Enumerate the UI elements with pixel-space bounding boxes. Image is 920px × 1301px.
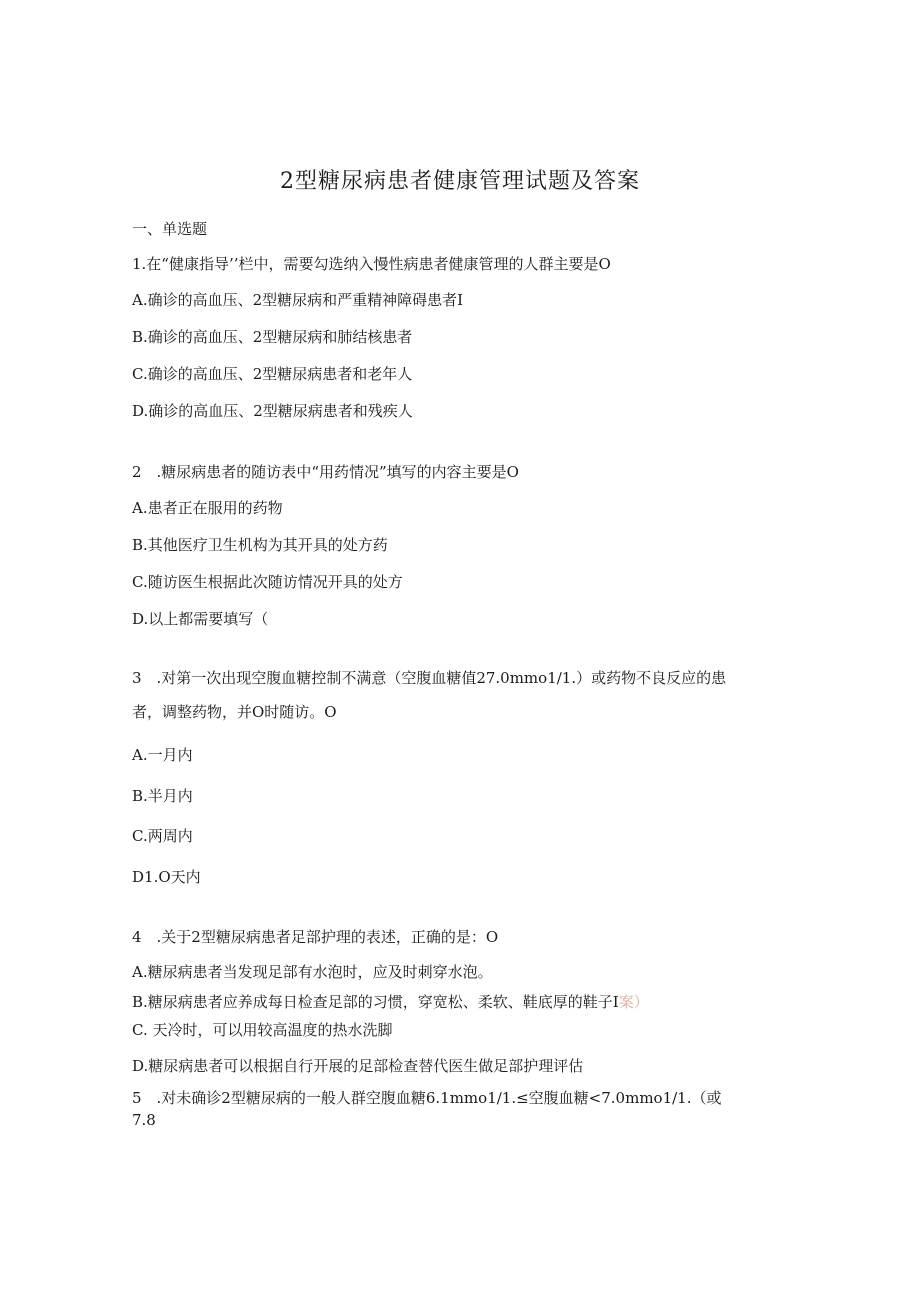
question-2-option-b: B.其他医疗卫生机构为其开具的处方药 (132, 536, 388, 554)
question-1-option-c: C.确诊的高血压、2型糖尿病患者和老年人 (132, 365, 413, 383)
question-1-option-b: B.确诊的高血压、2型糖尿病和肺结核患者 (132, 328, 413, 346)
question-4-option-c: C. 天冷时，可以用较高温度的热水洗脚 (132, 1021, 393, 1039)
question-4-option-a: A.糖尿病患者当发现足部有水泡时，应及时刺穿水泡。 (132, 963, 493, 981)
question-4-option-b-faint-mark: 案） (618, 993, 649, 1011)
question-3-option-d: D1.O天内 (132, 868, 201, 886)
question-3-stem-line-1: 3 .对第一次出现空腹血糖控制不满意（空腹血糖值27.0mmo1∕1.）或药物不良反应的患 (132, 669, 727, 687)
section-heading: 一、单选题 (132, 220, 208, 238)
question-5-stem-line-1: 5 .对未确诊2型糖尿病的一般人群空腹血糖6.1mmo1∕1.≤空腹血糖<7.0mmo1∕1.（或 (132, 1089, 722, 1107)
question-2-stem: 2 .糖尿病患者的随访表中“用药情况”填写的内容主要是O (132, 463, 519, 481)
question-1-option-a: A.确诊的高血压、2型糖尿病和严重精神障碍患者I (132, 291, 464, 309)
question-3-stem-line-2: 者，调整药物，并O时随访。O (132, 703, 337, 721)
question-4-option-b (132, 992, 649, 1012)
question-1-option-d: D.确诊的高血压、2型糖尿病患者和残疾人 (132, 402, 413, 420)
question-2-option-c: C.随访医生根据此次随访情况开具的处方 (132, 573, 403, 591)
question-4-option-b-text: B.糖尿病患者应养成每日检查足部的习惯，穿宽松、柔软、鞋底厚的鞋子I (132, 993, 619, 1011)
question-3-option-a: A.一月内 (132, 746, 193, 764)
question-4-option-d: D.糖尿病患者可以根据自行开展的足部检查替代医生做足部护理评估 (132, 1057, 584, 1075)
question-3-option-b: B.半月内 (132, 787, 193, 805)
question-1-stem: 1.在“健康指导’’栏中，需要勾选纳入慢性病患者健康管理的人群主要是O (132, 255, 611, 273)
question-2-option-d: D.以上都需要填写（ (132, 610, 269, 628)
question-3-option-c: C.两周内 (132, 827, 193, 845)
document-title: 2型糖尿病患者健康管理试题及答案 (280, 169, 640, 194)
question-5-stem-line-2: 7.8 (132, 1111, 156, 1129)
question-2-option-a: A.患者正在服用的药物 (132, 499, 283, 517)
question-4-stem: 4 .关于2型糖尿病患者足部护理的表述，正确的是：O (132, 928, 499, 946)
